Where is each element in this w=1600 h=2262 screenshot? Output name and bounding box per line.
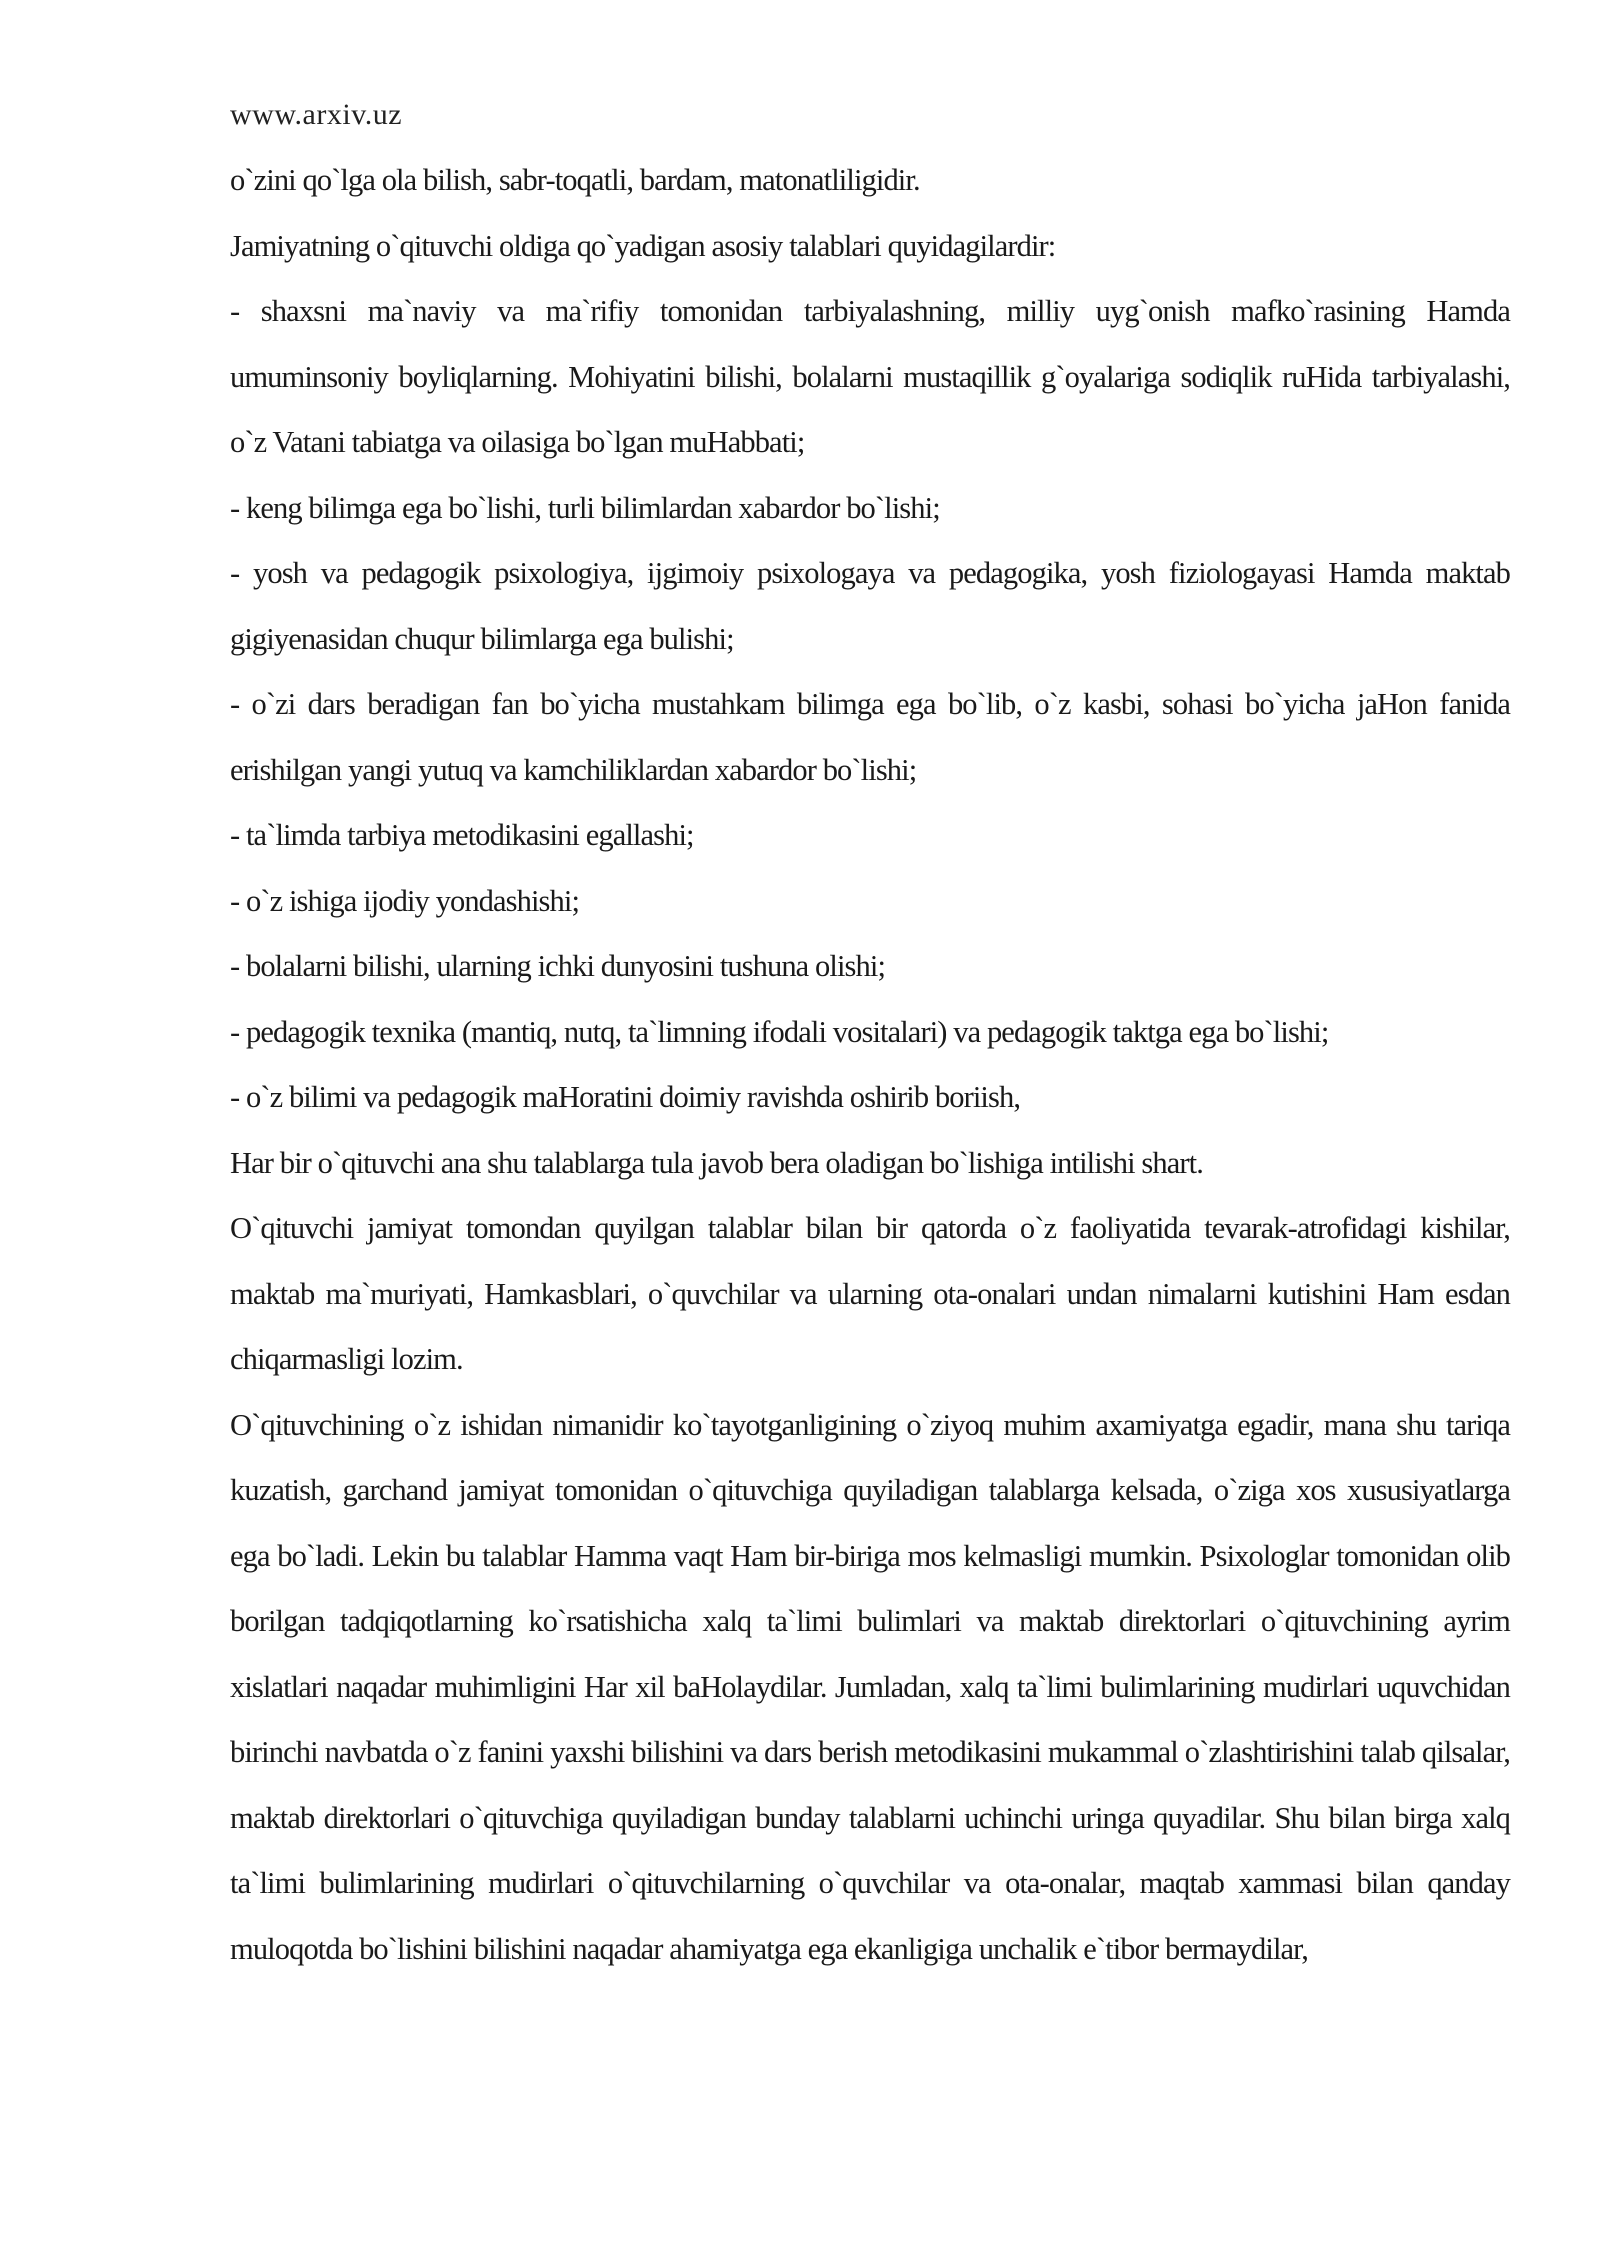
paragraph: Har bir o`qituvchi ana shu talablarga tula javob bera oladigan bo`lishiga intilishi shart. (230, 1145, 1203, 1180)
paragraph: - bolalarni bilishi, ularning ichki dunyosini tushuna olishi; (230, 949, 886, 983)
paragraph: O`qituvchi jamiyat tomondan quyilgan talablar bilan bir qatorda o`z faoliyatida tevarak-atrofidagi kishilar, maktab ma`muriyati, Hamkasblari, o`quvchilar va ularning ota-onalari undan nimalarni kutishini Ham esdan chiqarmasligi lozim. (230, 1211, 1510, 1376)
paragraph: - o`z bilimi va pedagogik maHoratini doimiy ravishda oshirib boriish, (230, 1080, 1021, 1114)
paragraph: - o`z ishiga ijodiy yondashishi; (230, 883, 580, 918)
paragraph: o`zini qo`lga ola bilish, sabr-toqatli, bardam, matonatliligidir. (230, 163, 920, 197)
paragraph: - pedagogik texnika (mantiq, nutq, ta`limning ifodali vositalari) va pedagogik taktga ega bo`lishi; (230, 1014, 1329, 1049)
paragraph: - o`zi dars beradigan fan bo`yicha mustahkam bilimga ega bo`lib, o`z kasbi, sohasi bo`yicha jaHon fanida erishilgan yangi yutuq va kamchiliklardan xabardor bo`lishi; (230, 687, 1510, 787)
paragraph: - keng bilimga ega bo`lishi, turli bilimlardan xabardor bo`lishi; (230, 490, 940, 525)
document-body (230, 148, 1510, 1982)
paragraph: - ta`limda tarbiya metodikasini egallashi; (230, 818, 694, 852)
paragraph: Jamiyatning o`qituvchi oldiga qo`yadigan asosiy talablari quyidagilardir: (230, 228, 1056, 263)
paragraph: - yosh va pedagogik psixologiya, ijgimoiy psixologaya va pedagogika, yosh fiziologayasi Hamda maktab gigiyenasidan chuqur bilimlarga ega bulishi; (230, 556, 1510, 656)
paragraph: - shaxsni ma`naviy va ma`rifiy tomonidan tarbiyalashning, milliy uyg`onish mafko`rasining Hamda umuminsoniy boyliqlarning. Mohiyatini bilishi, bolalarni mustaqillik g`oyalariga sodiqlik ruHida tarbiyalashi, o`z Vatani tabiatga va oilasiga bo`lgan muHabbati; (230, 294, 1510, 459)
site-header[interactable]: www.arxiv.uz (230, 98, 403, 131)
paragraph: O`qituvchining o`z ishidan nimanidir ko`tayotganligining o`ziyoq muhim axamiyatga egadir, mana shu tariqa kuzatish, garchand jamiyat tomonidan o`qituvchiga quyiladigan talablarga kelsada, o`ziga xos xususiyatlarga ega bo`ladi. Lekin bu talablar Hamma vaqt Ham bir-biriga mos kelmasligi mumkin. Psixologlar tomonidan olib borilgan tadqiqotlarning ko`rsatishicha xalq ta`limi bulimlari va maktab direktorlari o`qituvchining ayrim xislatlari naqadar muhimligini Har xil baHolaydilar. Jumladan, xalq ta`limi bulimlarining mudirlari uquvchidan birinchi navbatda o`z fanini yaxshi bilishini va dars berish metodikasini mukammal o`zlashtirishini talab qilsalar, maktab direktorlari o`qituvchiga quyiladigan bunday talablarni uchinchi uringa quyadilar. Shu bilan birga xalq ta`limi bulimlarining mudirlari o`qituvchilarning o`quvchilar va ota-onalar, maqtab xammasi bilan qanday muloqotda bo`lishini bilishini naqadar ahamiyatga ega ekanligiga unchalik e`tibor bermaydilar, (230, 1407, 1510, 1966)
